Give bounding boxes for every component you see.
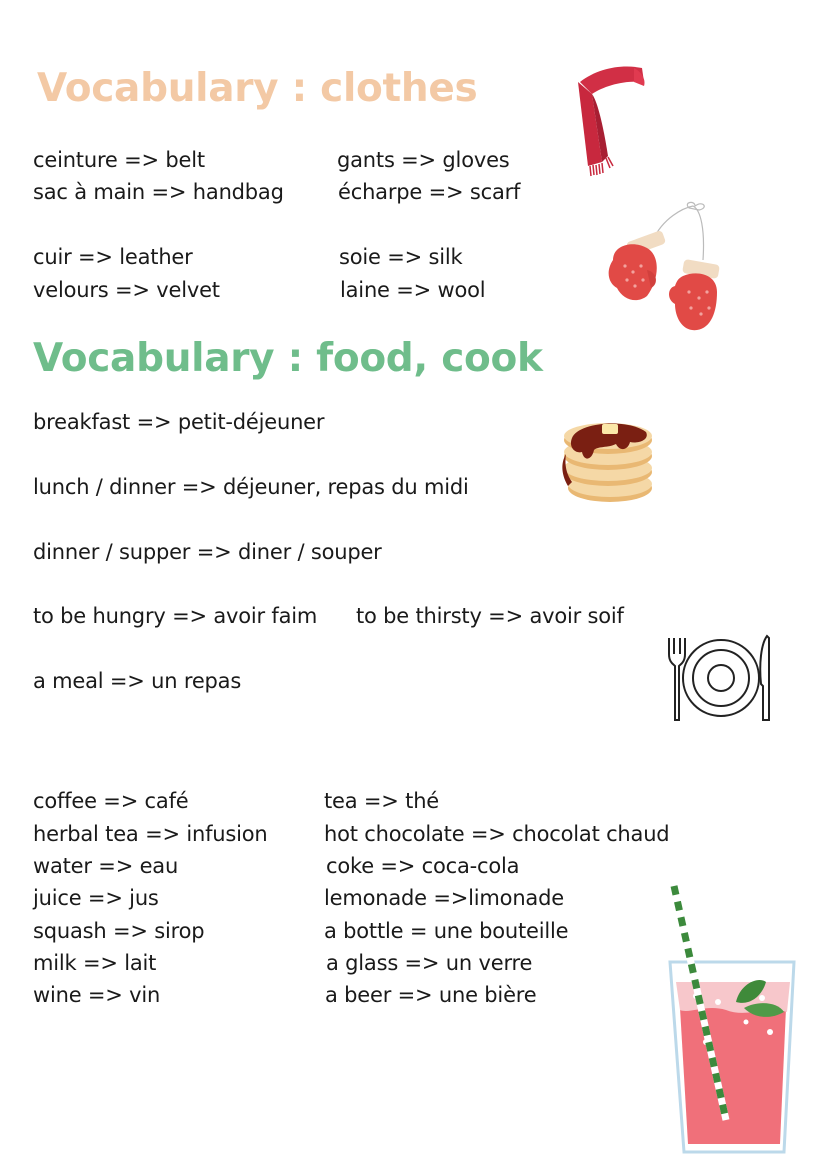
vocab-item: to be hungry => avoir faim bbox=[33, 604, 318, 628]
vocab-item: ceinture => belt bbox=[33, 148, 205, 172]
vocab-item: water => eau bbox=[33, 854, 179, 878]
vocab-item: cuir => leather bbox=[33, 245, 193, 269]
vocab-item: tea => thé bbox=[324, 789, 440, 813]
vocab-item: velours => velvet bbox=[33, 278, 220, 302]
vocab-item: herbal tea => infusion bbox=[33, 822, 268, 846]
vocab-item: squash => sirop bbox=[33, 919, 205, 943]
vocab-item: breakfast => petit-déjeuner bbox=[33, 410, 325, 434]
pink-drink-icon bbox=[666, 882, 800, 1166]
vocab-item: coke => coca-cola bbox=[326, 854, 520, 878]
vocab-item: wine => vin bbox=[33, 983, 161, 1007]
scarf-icon bbox=[572, 60, 648, 180]
vocab-item: écharpe => scarf bbox=[338, 180, 521, 204]
vocab-item: a bottle = une bouteille bbox=[324, 919, 569, 943]
clothes-title: Vocabulary : clothes bbox=[37, 66, 478, 111]
vocab-item: a beer => une bière bbox=[325, 983, 537, 1007]
vocab-item: a glass => un verre bbox=[326, 951, 533, 975]
mittens-icon bbox=[603, 200, 723, 335]
vocab-item: juice => jus bbox=[33, 886, 159, 910]
vocab-item: sac à main => handbag bbox=[33, 180, 284, 204]
vocab-item: a meal => un repas bbox=[33, 669, 242, 693]
vocab-item: dinner / supper => diner / souper bbox=[33, 540, 382, 564]
plate-cutlery-icon bbox=[663, 634, 775, 724]
vocab-item: soie => silk bbox=[339, 245, 463, 269]
vocab-item: lemonade =>limonade bbox=[324, 886, 564, 910]
vocab-item: laine => wool bbox=[340, 278, 486, 302]
food-title: Vocabulary : food, cook bbox=[33, 336, 543, 381]
vocab-item: coffee => café bbox=[33, 789, 189, 813]
pancakes-icon bbox=[558, 414, 662, 508]
vocab-item: to be thirsty => avoir soif bbox=[356, 604, 624, 628]
vocab-item: hot chocolate => chocolat chaud bbox=[324, 822, 670, 846]
vocab-item: gants => gloves bbox=[337, 148, 510, 172]
vocab-item: lunch / dinner => déjeuner, repas du midi bbox=[33, 475, 469, 499]
vocab-item: milk => lait bbox=[33, 951, 157, 975]
